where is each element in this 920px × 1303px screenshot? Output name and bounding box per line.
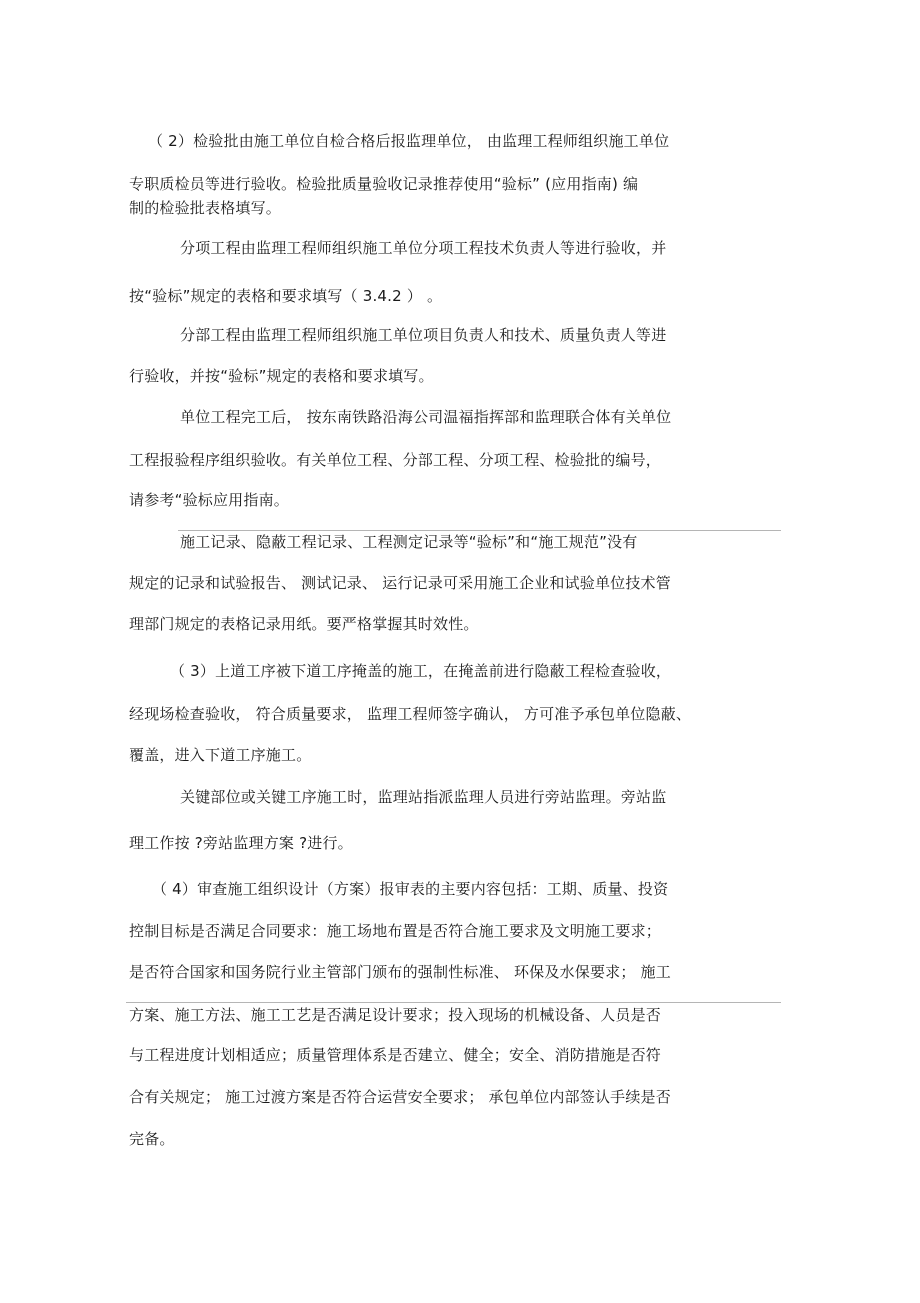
text-line: 制的检验批表格填写。 — [129, 199, 282, 217]
text-line: 分部工程由监理工程师组织施工单位项目负责人和技术、质量负责人等进 — [180, 326, 667, 344]
text-line: 分项工程由监理工程师组织施工单位分项工程技术负责人等进行验收，并 — [180, 239, 667, 257]
text-line: 规定的记录和试验报告、 测试记录、 运行记录可采用施工企业和试验单位技术管 — [129, 574, 671, 592]
text-line: （ 3）上道工序被下道工序掩盖的施工，在掩盖前进行隐蔽工程检查验收， — [170, 662, 672, 680]
text-line: （ 4）审查施工组织设计（方案）报审表的主要内容包括：工期、质量、投资 — [152, 880, 669, 898]
text-line: 关键部位或关键工序施工时，监理站指派监理人员进行旁站监理。旁站监 — [180, 788, 667, 806]
text-line: 按“验标”规定的表格和要求填写（ 3.4.2 ） 。 — [129, 287, 443, 305]
text-line: 行验收，并按“验标”规定的表格和要求填写。 — [129, 367, 434, 385]
text-line: 完备。 — [129, 1130, 175, 1148]
text-line: 施工记录、隐蔽工程记录、工程测定记录等“验标”和“施工规范”没有 — [180, 533, 638, 551]
text-line: 理工作按 ?旁站监理方案 ?进行。 — [129, 834, 353, 852]
text-line: 专职质检员等进行验收。检验批质量验收记录推荐使用“验标” (应用指南) 编 — [129, 175, 639, 193]
horizontal-rule — [126, 1002, 781, 1003]
text-line: 合有关规定； 施工过渡方案是否符合运营安全要求； 承包单位内部签认手续是否 — [129, 1088, 671, 1106]
text-line: （ 2）检验批由施工单位自检合格后报监理单位， 由监理工程师组织施工单位 — [148, 132, 670, 150]
text-line: 单位工程完工后， 按东南铁路沿海公司温福指挥部和监理联合体有关单位 — [180, 408, 672, 426]
text-line: 经现场检查验收， 符合质量要求， 监理工程师签字确认， 方可准予承包单位隐蔽、 — [129, 705, 692, 723]
text-line: 控制目标是否满足合同要求：施工场地布置是否符合施工要求及文明施工要求； — [129, 922, 662, 940]
text-line: 请参考“验标应用指南。 — [129, 491, 289, 509]
text-line: 是否符合国家和国务院行业主管部门颁布的强制性标准、 环保及水保要求； 施工 — [129, 963, 671, 981]
text-line: 理部门规定的表格记录用纸。要严格掌握其时效性。 — [129, 615, 479, 633]
horizontal-rule — [178, 530, 781, 531]
text-line: 覆盖，进入下道工序施工。 — [129, 746, 312, 764]
text-line: 工程报验程序组织验收。有关单位工程、分部工程、分项工程、检验批的编号， — [129, 451, 662, 469]
text-line: 与工程进度计划相适应；质量管理体系是否建立、健全；安全、消防措施是否符 — [129, 1046, 662, 1064]
text-line: 方案、施工方法、施工工艺是否满足设计要求；投入现场的机械设备、人员是否 — [129, 1006, 662, 1024]
